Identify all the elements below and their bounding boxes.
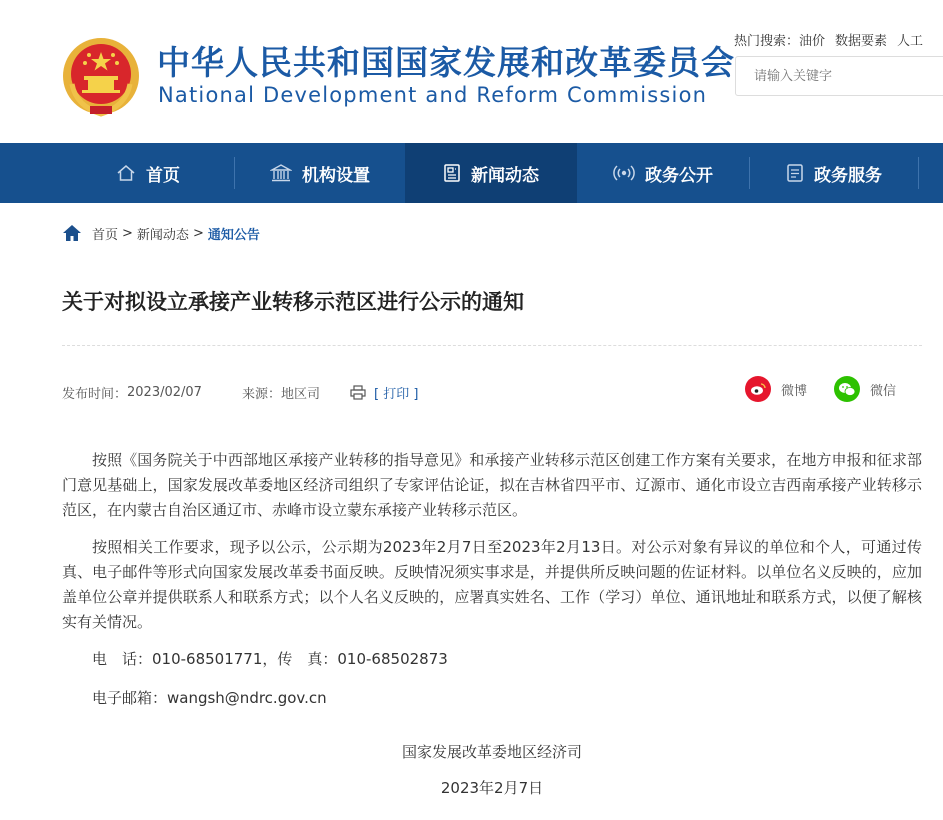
nav-item-news[interactable] [405, 143, 577, 203]
print-button[interactable] [350, 383, 418, 402]
nav-item-home[interactable] [62, 143, 234, 203]
share-weibo-button[interactable] [745, 376, 807, 402]
site-header [0, 0, 943, 143]
publish-date-label: 发布时间： [62, 387, 128, 402]
source-label: 来源： [241, 387, 281, 402]
nav-item-label: 新闻动态 [471, 165, 539, 186]
printer-icon [350, 385, 366, 400]
title-divider [62, 345, 922, 346]
breadcrumb-home[interactable]: 首页 [92, 227, 119, 243]
publish-date: 2023/02/07 [127, 385, 202, 400]
signature-org: 国家发展改革委地区经济司 [401, 743, 582, 761]
national-emblem-icon [62, 36, 140, 118]
search-input[interactable] [735, 56, 943, 96]
site-title-cn: 中华人民共和国国家发展和改革委员会 [157, 43, 735, 82]
broadcast-icon [613, 163, 635, 183]
news-icon [443, 163, 461, 183]
share-weibo-label: 微博 [781, 383, 808, 399]
hot-search-item[interactable]: 油价 [799, 34, 826, 49]
home-icon [116, 163, 136, 183]
article-body [62, 448, 922, 725]
breadcrumb-separator: > [192, 225, 204, 241]
article-paragraph: 按照《国务院关于中西部地区承接产业转移的指导意见》和承接产业转移示范区创建工作方案有关要求，在地方申报和征求部门意见基础上，国家发展改革委地区经济司组织了专家评估论证，拟在吉林省四平市、辽源市、通化市设立吉西南承接产业转移示范区，在内蒙古自治区通辽市、赤峰市设立蒙东承接产业转移示范区。 [62, 451, 922, 519]
print-label: [ 打印 ] [373, 387, 419, 402]
breadcrumb-current[interactable]: 通知公告 [207, 227, 260, 243]
article-paragraph: 按照相关工作要求，现予以公示，公示期为2023年2月7日至2023年2月13日。对公示对象有异议的单位和个人，可通过传真、电子邮件等形式向国家发展改革委书面反映。反映情况须实事求是，并提供所反映问题的佐证材料。以单位名义反映的，应加盖单位公章并提供联系人和联系方式；以个人名义反映的，应署真实姓名、工作（学习）单位、通讯地址和联系方式，以便了解核实有关情况。 [62, 538, 922, 631]
weibo-icon [745, 376, 771, 402]
nav-item-gov-affairs[interactable] [577, 143, 749, 203]
wechat-icon [834, 376, 860, 402]
breadcrumb-news[interactable]: 新闻动态 [136, 227, 189, 243]
site-title-en: National Development and Reform Commission [158, 83, 708, 107]
home-icon[interactable] [62, 224, 82, 242]
breadcrumb-separator: > [122, 225, 133, 241]
nav-item-label: 机构设置 [302, 165, 370, 186]
nav-item-services[interactable] [750, 143, 918, 203]
signature-date: 2023年2月7日 [440, 779, 544, 797]
breadcrumb [62, 222, 260, 244]
hot-search-item[interactable]: 人工 [897, 34, 924, 49]
nav-item-label: 政务公开 [645, 165, 713, 186]
contact-phone: 电 话：010-68501771，传 真：010-68502873 [92, 650, 448, 668]
article-title: 关于对拟设立承接产业转移示范区进行公示的通知 [62, 290, 524, 314]
hot-search-item[interactable]: 数据要素 [835, 34, 888, 49]
hot-search [734, 30, 933, 49]
main-nav [0, 143, 943, 203]
building-icon [270, 163, 292, 183]
source: 地区司 [280, 387, 320, 402]
contact-email: 电子邮箱：wangsh@ndrc.gov.cn [92, 689, 327, 707]
nav-divider [918, 157, 919, 189]
document-icon [786, 163, 804, 183]
share-wechat-label: 微信 [870, 383, 897, 399]
share-wechat-button[interactable] [834, 376, 896, 402]
nav-item-organization[interactable] [235, 143, 405, 203]
nav-item-label: 政务服务 [814, 165, 882, 186]
article-meta [62, 383, 418, 402]
hot-search-label: 热门搜索： [734, 34, 800, 49]
nav-item-label: 首页 [146, 165, 180, 186]
